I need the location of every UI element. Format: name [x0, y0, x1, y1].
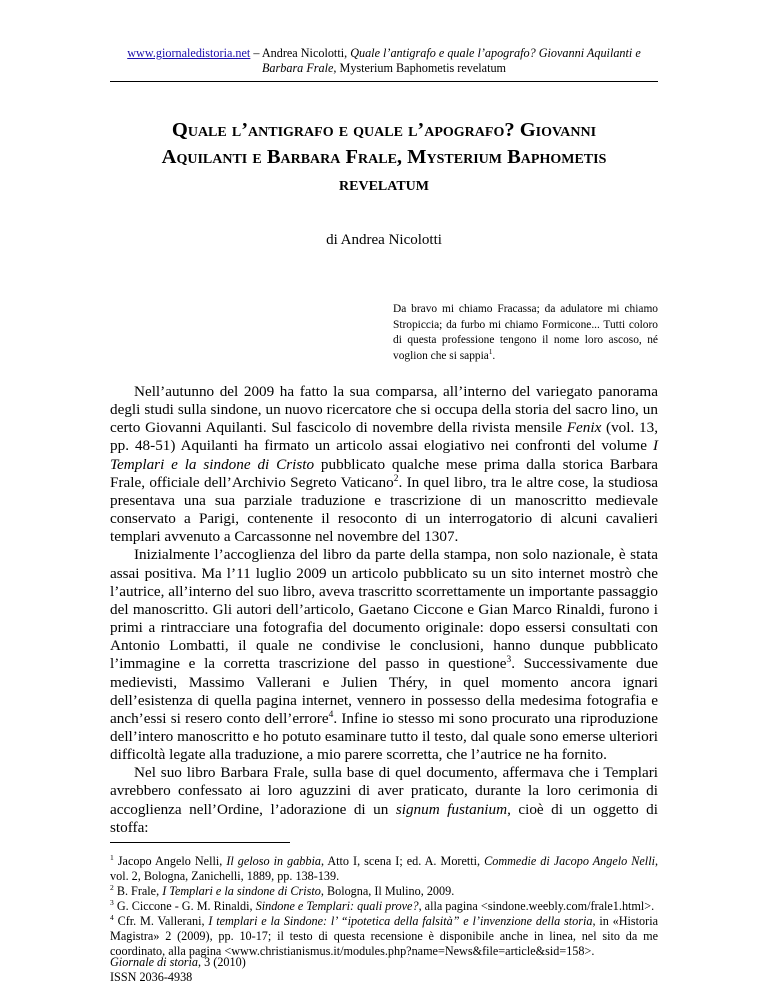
p1-text-b: (vol. 13, pp. 48-51) Aquilanti ha firmato un articolo assai elogiativo nei confronti del volume — [110, 419, 658, 455]
footnote-text: Jacopo Angelo Nelli, — [113, 854, 227, 868]
footnote-text: Cfr. M. Vallerani, — [113, 914, 209, 928]
footnote-2 — [110, 884, 658, 899]
title-line-1: Quale l’antigrafo e quale l’apografo? Giovanni — [171, 119, 597, 141]
footnote-number: 3 — [110, 897, 114, 907]
running-header — [110, 46, 658, 76]
footnote-4 — [110, 914, 658, 959]
article-title — [84, 117, 684, 198]
p1-journal-title: Fenix — [566, 419, 602, 437]
title-line-2: Aquilanti e Barbara Frale, Mysterium Baphometis — [161, 146, 607, 168]
footnote-ref-2[interactable]: 2 — [393, 473, 399, 484]
title-line-3: revelatum — [339, 173, 429, 195]
p3-text-b: , cioè di un oggetto di stoffa: — [110, 800, 658, 836]
footer-issn: ISSN 2036-4938 — [110, 970, 193, 984]
footnote-text: , scena — [357, 854, 396, 868]
footnote-scene: I — [395, 854, 400, 868]
p2-text-c: . Infine io stesso mi sono procurato una riproduzione dell’intero manoscritto e ho potuto esaminare tutto il testo, dal quale sono emerse ulteriori difficoltà legate alla traduzione, a mio parere scorretta, che l’autrice ne ha fornito. — [110, 709, 658, 764]
footer-issue: , 3 (2010) — [198, 955, 246, 969]
epigraph — [393, 302, 658, 364]
p3-latin-term: signum fustanium — [395, 800, 508, 818]
footnote-title: I templari e la Sindone: l’ “ipotetica della falsità” e l’invenzione della storia — [208, 914, 593, 928]
p1-text-a: Nell’autunno del 2009 ha fatto la sua comparsa, all’interno del variegato panorama degli studi sulla sindone, un nuovo ricercatore che si occupa della storia del sacro lino, un certo Giovanni Aquilanti. Sul fascicolo di novembre della rivista mensile — [110, 383, 658, 437]
site-link[interactable]: www.giornaledistoria.net — [127, 46, 251, 60]
footnote-3 — [110, 899, 658, 914]
header-separator: – — [250, 46, 262, 60]
footnote-text: , alla pagina <sindone.weebly.com/frale1.html>. — [418, 899, 655, 913]
footnote-ref-4[interactable]: 4 — [328, 709, 334, 720]
footer-citation — [110, 955, 246, 970]
paragraph-3 — [110, 764, 658, 837]
byline: di Andrea Nicolotti — [326, 232, 442, 248]
footnote-text: , Bologna, Il Mulino, 2009. — [320, 884, 455, 898]
footnote-text: , in «Historia Magistra» 2 (2009), pp. 10-17; il testo di questa recensione è disponibile anche in linea, nel sito da me coordinato, alla pagina <www.christianismus.it/modules.php?name=News&file=article&sid=158>. — [110, 914, 658, 958]
body-text — [110, 383, 658, 837]
footnote-1 — [110, 854, 658, 884]
p1-text-d: . In quel libro, tra le altre cose, la studiosa presentava una sua parziale traduzione e trascrizione di un manoscritto medievale conservato a Parigi, contenente il resoconto di un interrogatorio di alcuni cavalieri templari avvenuto a Carcassonne nel novembre del 1307. — [110, 473, 659, 546]
footnote-text: , vol. 2, Bologna, Zanichelli, 1889, pp. 138-139. — [110, 854, 659, 883]
p2-text-a: Inizialmente l’accoglienza del libro da parte della stampa, non solo nazionale, è stata assai positiva. Ma l’11 luglio 2009 un articolo pubblicato su un sito internet mostrò che l’autrice, all’interno del suo libro, aveva trascritto scorrettamente un importante passaggio del manoscritto. Gli autori dell’articolo, Gaetano Ciccone e Gian Marco Rinaldi, furono i primi a rintracciare una fotografia del documento originale: dopo essersi consultati con Antonio Lombatti, il quale ne condivise le conclusioni, hanno dunque pubblicato l’immagine e la corretta trascrizione del passo in questione — [110, 546, 658, 673]
footnote-title: Commedie di Jacopo Angelo Nelli — [484, 854, 655, 868]
footnote-number: 4 — [110, 912, 114, 922]
footnote-text: B. Frale, — [113, 884, 163, 898]
header-article-title: Quale l’antigrafo e quale l’apografo? Giovanni Aquilanti e Barbara Frale, — [261, 46, 641, 75]
header-rule — [110, 81, 658, 82]
footnote-title: Il geloso in gabbia — [226, 854, 321, 868]
footnotes — [110, 854, 658, 959]
footnote-title: I Templari e la sindone di Cristo — [162, 884, 321, 898]
epigraph-text: Da bravo mi chiamo Fracassa; da adulatore mi chiamo Stropiccia; da furbo mi chiamo Formicone... Tutti coloro di questa professione tengono il nome loro ascoso, né voglion che si sappia — [393, 303, 658, 362]
epigraph-end: . — [492, 349, 496, 362]
footnote-text: , Atto — [320, 854, 354, 868]
p2-text-b: . Successivamente due medievisti, Massimo Vallerani e Julien Théry, in quel momento ancora ignari dell’esistenza di quella pagina internet, vennero in possesso della medesima fotografia e anch’essi si resero conto dell’errore — [110, 655, 658, 727]
footnote-ref-1[interactable]: 1 — [488, 347, 493, 356]
paragraph-2 — [110, 546, 658, 764]
footnote-number: 1 — [110, 852, 114, 862]
paragraph-1 — [110, 383, 658, 546]
p1-text-c: pubblicato qualche mese prima dalla storica Barbara Frale, officiale dell’Archivio Segreto Vaticano — [110, 455, 658, 491]
footnote-number: 2 — [110, 882, 114, 892]
footnote-rule — [110, 842, 290, 843]
footnote-text: ; ed. A. Moretti, — [399, 854, 485, 868]
footnote-title: Sindone e Templari: quali prove? — [255, 899, 419, 913]
p3-text-a: Nel suo libro Barbara Frale, sulla base di quel documento, affermava che i Templari avrebbero confessato ai loro aguzzini di aver praticato, durante la loro cerimonia di accoglienza nell’Ordine, l’adorazione di un — [110, 764, 658, 818]
footer-journal: Giornale di storia — [110, 955, 199, 969]
footnote-text: G. Ciccone - G. M. Rinaldi, — [113, 899, 256, 913]
footnote-act: I — [353, 854, 358, 868]
page-footer — [110, 955, 246, 985]
header-article-title-rest: Mysterium Baphometis revelatum — [336, 61, 507, 75]
header-author: Andrea Nicolotti, — [261, 46, 351, 60]
footnote-ref-3[interactable]: 3 — [506, 655, 512, 666]
p1-book-title: I Templari e la sindone di Cristo — [110, 437, 658, 473]
